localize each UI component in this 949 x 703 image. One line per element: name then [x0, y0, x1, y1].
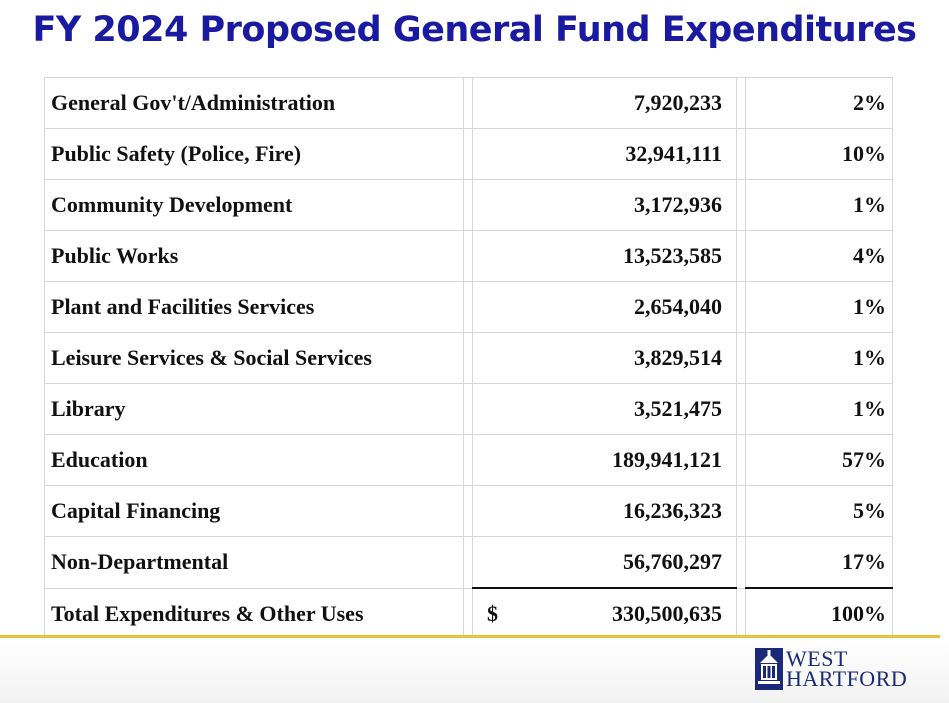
total-percent: 100% — [746, 588, 893, 640]
expenditures-table — [44, 77, 893, 640]
table-row — [45, 231, 893, 282]
row-amount: 13,523,585 — [623, 243, 722, 268]
table-row — [45, 435, 893, 486]
table-row — [45, 78, 893, 129]
table-row — [45, 129, 893, 180]
total-row — [45, 588, 893, 640]
row-amount: 32,941,111 — [625, 141, 722, 166]
table-row — [45, 537, 893, 589]
town-hall-icon — [755, 648, 783, 690]
row-percent: 57% — [746, 435, 893, 486]
row-percent: 1% — [746, 333, 893, 384]
total-amount: 330,500,635 — [612, 601, 722, 626]
row-amount: 16,236,323 — [623, 498, 722, 523]
row-amount: 3,172,936 — [634, 192, 722, 217]
row-percent: 1% — [746, 180, 893, 231]
row-label: Public Works — [45, 231, 464, 282]
row-amount: 3,521,475 — [634, 396, 722, 421]
row-label: Plant and Facilities Services — [45, 282, 464, 333]
row-label: Education — [45, 435, 464, 486]
row-percent: 2% — [746, 78, 893, 129]
row-label: Leisure Services & Social Services — [45, 333, 464, 384]
total-currency: $ — [487, 601, 498, 626]
row-percent: 5% — [746, 486, 893, 537]
row-percent: 1% — [746, 384, 893, 435]
page-title: FY 2024 Proposed General Fund Expenditures — [32, 10, 917, 50]
row-amount: 189,941,121 — [612, 447, 722, 472]
table-row — [45, 486, 893, 537]
row-label: Library — [45, 384, 464, 435]
row-amount: 2,654,040 — [634, 294, 722, 319]
west-hartford-logo — [755, 648, 907, 690]
row-percent: 4% — [746, 231, 893, 282]
table-row — [45, 333, 893, 384]
row-percent: 10% — [746, 129, 893, 180]
row-label: Community Development — [45, 180, 464, 231]
row-percent: 1% — [746, 282, 893, 333]
row-amount: 7,920,233 — [634, 90, 722, 115]
row-label: General Gov't/Administration — [45, 78, 464, 129]
table-row — [45, 282, 893, 333]
row-amount: 3,829,514 — [634, 345, 722, 370]
row-percent: 17% — [746, 537, 893, 589]
table-row — [45, 384, 893, 435]
accent-divider — [0, 635, 940, 638]
row-label: Public Safety (Police, Fire) — [45, 129, 464, 180]
logo-line-2: HARTFORD — [786, 666, 908, 691]
total-label: Total Expenditures & Other Uses — [45, 588, 464, 640]
logo-line-1: WEST — [786, 646, 848, 671]
row-label: Non-Departmental — [45, 537, 464, 589]
row-label: Capital Financing — [45, 486, 464, 537]
row-amount: 56,760,297 — [623, 549, 722, 574]
table-row — [45, 180, 893, 231]
